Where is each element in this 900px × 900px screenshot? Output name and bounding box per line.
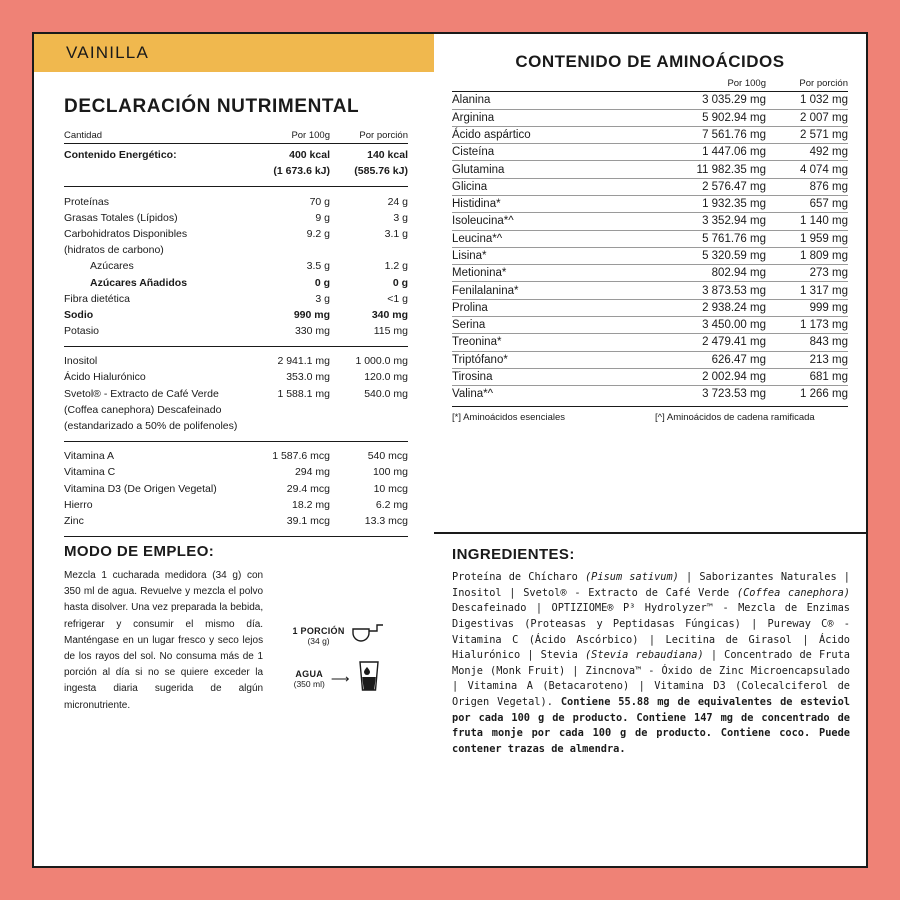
amino-name: Lisina* [452, 247, 656, 264]
usage-title: MODO DE EMPLEO: [64, 543, 215, 561]
nutrient-per100: 294 mg [294, 466, 330, 479]
amino-name: Leucina*^ [452, 230, 656, 247]
table-row [452, 230, 848, 247]
nutrient-per100: 39.1 mcg [286, 514, 330, 527]
amino-col-header-perserving: Por porción [799, 78, 848, 90]
table-row [64, 513, 408, 529]
amino-rows [452, 91, 848, 402]
amino-per100: 5 902.94 mg [656, 109, 766, 126]
amino-name: Fenilalanina* [452, 282, 656, 299]
amino-perserving: 1 317 mg [766, 282, 848, 299]
table-row [452, 351, 848, 368]
amino-perserving: 681 mg [766, 368, 848, 385]
usage-figure [269, 568, 408, 714]
amino-per100: 2 938.24 mg [656, 299, 766, 316]
nutrient-perserving: 6.2 mg [375, 498, 408, 511]
nutrient-perserving: 100 mg [372, 466, 408, 479]
flavor-band [34, 34, 434, 72]
nutrition-inner [34, 72, 434, 714]
amino-name: Glutamina [452, 161, 656, 178]
page-title: DECLARACIÓN NUTRIMENTAL [64, 96, 360, 117]
table-row [452, 178, 848, 195]
table-row [452, 213, 848, 230]
nutrient-label: Potasio [64, 325, 100, 338]
nutrient-label: Proteínas [64, 195, 109, 208]
table-row [452, 368, 848, 385]
amino-header-row [452, 76, 848, 91]
amino-per100: 11 982.35 mg [656, 161, 766, 178]
nutrient-label: Vitamina A [64, 450, 115, 463]
nutrient-per100: 1 588.1 mg [277, 387, 330, 400]
amino-per100: 3 450.00 mg [656, 316, 766, 333]
usage-text: Mezcla 1 cucharada medidora (34 g) con 350 ml de agua. Revuelve y mezcla el polvo hasta disolver. Una vez preparada la bebida, refrigerar y consumir el mismo día. Manténgase en un lugar fresco y seco lejos de los rayos del sol. No consuma más de 1 porción al día si no se quiere exceder la ingesta diaria sugerida de algún micronutriente. [64, 570, 264, 711]
nutrition-table [64, 128, 408, 179]
amino-perserving: 2 571 mg [766, 126, 848, 143]
ingredients-list: Proteína de Chícharo (Pisum sativum) | Saborizantes Naturales | Inositol | Svetol® - Extracto de Café Verde (Coffea canephora) Descafeinado | OPTIZIOME® P³ Hydrolyzer™ - Mezcla de Enzimas Digestivas (Proteasas y Peptidasas Fúngicas) | Pureway C® - Vitamina C (Ácido Ascórbico) | Lecitina de Girasol | Ácido Hialurónico | Stevia (Stevia rebaudiana) | Concentrado de Fruta Monje (Monk Fruit) | Zincnova™ - Óxido de Zinc Microencapsulado | Vitamina A (Betacaroteno) | Vitamina D3 (Colecalciferol de Origen Vegetal). [452, 571, 850, 709]
nutrient-perserving: 1 000.0 mg [355, 355, 408, 368]
table-row [64, 226, 408, 242]
amino-per100: 626.47 mg [656, 351, 766, 368]
table-row [452, 334, 848, 351]
table-row [452, 144, 848, 161]
nutrient-per100: 1 587.6 mcg [272, 450, 330, 463]
table-row [452, 126, 848, 143]
amino-per100: 1 932.35 mg [656, 195, 766, 212]
nutrient-per100: 3.5 g [306, 260, 330, 273]
vitamin-rows [64, 448, 408, 529]
amino-per100: 3 352.94 mg [656, 213, 766, 230]
supplement-rows [64, 353, 408, 434]
amino-perserving: 213 mg [766, 351, 848, 368]
table-row [452, 161, 848, 178]
table-row [452, 195, 848, 212]
table-row [452, 265, 848, 282]
col-header-amount: Cantidad [64, 130, 103, 142]
table-row [452, 109, 848, 126]
amino-name: Ácido aspártico [452, 126, 656, 143]
amino-per100: 802.94 mg [656, 265, 766, 282]
flavor-name: VAINILLA [66, 43, 149, 62]
nutrient-per100: 0 g [314, 276, 330, 289]
table-row [64, 353, 408, 369]
amino-name: Valina*^ [452, 386, 656, 403]
table-row [64, 480, 408, 496]
table-row [64, 242, 408, 258]
amino-perserving: 1 032 mg [766, 92, 848, 109]
col-header-perserving: Por porción [359, 130, 408, 142]
table-row [64, 193, 408, 209]
amino-name: Cisteína [452, 144, 656, 161]
nutrient-label: Vitamina C [64, 466, 116, 479]
ingredients-title: INGREDIENTES: [452, 546, 575, 563]
amino-perserving: 4 074 mg [766, 161, 848, 178]
nutrient-label: Zinc [64, 514, 84, 527]
nutrient-label: Carbohidratos Disponibles [64, 227, 188, 240]
ingredients-body [452, 570, 850, 758]
nutrient-label: Vitamina D3 (De Origen Vegetal) [64, 482, 217, 495]
nutrient-label: Ácido Hialurónico [64, 371, 146, 384]
nutrient-perserving: 3.1 g [384, 227, 408, 240]
table-row [64, 210, 408, 226]
amino-col-header-per100: Por 100g [727, 78, 766, 90]
table-note-row [64, 402, 408, 418]
nutrient-label: Inositol [64, 355, 98, 368]
amino-col-header-name [452, 76, 656, 91]
nutrient-label: Fibra dietética [64, 292, 130, 305]
table-row [452, 92, 848, 109]
glass-icon [355, 659, 383, 698]
energy-label: Contenido Energético: [64, 144, 252, 164]
nutrient-perserving: 540.0 mg [364, 387, 408, 400]
nutrient-perserving: 540 mcg [367, 450, 408, 463]
nutrient-per100: 70 g [309, 195, 330, 208]
table-header-row [64, 128, 408, 144]
nutrient-perserving: 10 mcg [373, 482, 408, 495]
amino-per100: 7 561.76 mg [656, 126, 766, 143]
table-row [64, 258, 408, 274]
nutrient-per100: 330 mg [294, 325, 330, 338]
amino-perserving: 876 mg [766, 178, 848, 195]
amino-per100: 2 002.94 mg [656, 368, 766, 385]
nutrient-label: Svetol® - Extracto de Café Verde [64, 387, 219, 400]
amino-name: Tirosina [452, 368, 656, 385]
amino-per100: 3 723.53 mg [656, 386, 766, 403]
amino-section [434, 34, 866, 534]
amino-perserving: 657 mg [766, 195, 848, 212]
amino-perserving: 1 959 mg [766, 230, 848, 247]
label-panel [32, 32, 868, 868]
table-row [452, 247, 848, 264]
divider [64, 346, 408, 347]
energy-per100: 400 kcal [252, 144, 330, 164]
nutrition-rows [64, 193, 408, 339]
table-row [64, 323, 408, 339]
nutrient-per100: 990 mg [293, 308, 330, 321]
nutrient-label: Sodio [64, 308, 94, 321]
amino-perserving: 1 266 mg [766, 386, 848, 403]
amino-per100: 3 873.53 mg [656, 282, 766, 299]
nutrient-perserving: 115 mg [373, 325, 408, 338]
table-row [452, 316, 848, 333]
energy-perserving: 140 kcal [330, 144, 408, 164]
energy-perserving-kj: (585.76 kJ) [354, 165, 408, 178]
amino-perserving: 1 173 mg [766, 316, 848, 333]
table-row [64, 448, 408, 464]
nutrient-per100: 2 941.1 mg [277, 355, 330, 368]
nutrition-column [34, 34, 434, 866]
nutrient-label: Azúcares [90, 260, 134, 273]
divider [64, 186, 408, 187]
amino-name: Triptófano* [452, 351, 656, 368]
water-sub: (350 ml) [293, 678, 325, 689]
energy-per100-kj: (1 673.6 kJ) [273, 165, 330, 178]
amino-name: Histidina* [452, 195, 656, 212]
amino-name: Arginina [452, 109, 656, 126]
table-row [64, 307, 408, 323]
nutrient-label: Azúcares Añadidos [90, 276, 188, 289]
legend-bcaa: [^] Aminoácidos de cadena ramificada [655, 412, 815, 424]
nutrient-perserving: 340 mg [371, 308, 408, 321]
nutrient-per100: 3 g [315, 292, 330, 305]
table-note-row [64, 418, 408, 434]
nutrient-per100: 353.0 mg [286, 371, 330, 384]
table-row [452, 299, 848, 316]
table-row [64, 163, 408, 179]
scoop-icon [351, 620, 385, 651]
amino-per100: 5 320.59 mg [656, 247, 766, 264]
nutrient-perserving [330, 242, 408, 258]
amino-perserving: 492 mg [766, 144, 848, 161]
amino-per100: 2 576.47 mg [656, 178, 766, 195]
table-row [64, 464, 408, 480]
amino-column [434, 34, 866, 866]
amino-per100: 5 761.76 mg [656, 230, 766, 247]
amino-name: Alanina [452, 92, 656, 109]
amino-name: Glicina [452, 178, 656, 195]
ingredients-warning: Contiene 55.88 mg de equivalentes de esteviol por cada 100 g de producto. Contiene 147 mg de concentrado de fruta monje por cada 100 g de producto. Contiene coco. Puede contener trazas de almendra. [452, 696, 851, 756]
divider [64, 441, 408, 442]
nutrient-perserving: 3 g [393, 211, 408, 224]
nutrient-perserving: 13.3 mcg [364, 514, 408, 527]
amino-perserving: 273 mg [766, 265, 848, 282]
nutrient-note: (Coffea canephora) Descafeinado [64, 403, 222, 416]
nutrient-per100: 9.2 g [306, 227, 330, 240]
table-row [64, 274, 408, 290]
amino-table [452, 76, 848, 91]
nutrient-per100: 18.2 mg [292, 498, 330, 511]
amino-legend [452, 406, 848, 423]
amino-per100: 3 035.29 mg [656, 92, 766, 109]
amino-name: Isoleucina*^ [452, 213, 656, 230]
amino-name: Serina [452, 316, 656, 333]
amino-name: Metionina* [452, 265, 656, 282]
amino-perserving: 1 140 mg [766, 213, 848, 230]
nutrient-per100: 29.4 mcg [286, 482, 330, 495]
nutrient-perserving: 0 g [392, 276, 408, 289]
water-label: AGUA [295, 668, 324, 679]
nutrient-per100: 9 g [315, 211, 330, 224]
amino-name: Treonina* [452, 334, 656, 351]
nutrient-perserving: <1 g [387, 292, 408, 305]
nutrient-perserving: 24 g [387, 195, 408, 208]
amino-per100: 1 447.06 mg [656, 144, 766, 161]
amino-name: Prolina [452, 299, 656, 316]
nutrient-label: Grasas Totales (Lípidos) [64, 211, 178, 224]
amino-perserving: 843 mg [766, 334, 848, 351]
table-row [64, 497, 408, 513]
nutrient-label: Hierro [64, 498, 93, 511]
col-header-per100: Por 100g [291, 130, 330, 142]
table-row [64, 369, 408, 385]
divider [64, 536, 408, 537]
nutrient-label: (hidratos de carbono) [64, 244, 164, 257]
table-row [64, 291, 408, 307]
nutrient-perserving: 120.0 mg [364, 371, 408, 384]
nutrient-note: (estandarizado a 50% de polifenoles) [64, 420, 238, 432]
portion-sub: (34 g) [307, 635, 330, 646]
amino-perserving: 2 007 mg [766, 109, 848, 126]
amino-perserving: 999 mg [766, 299, 848, 316]
nutrient-perserving: 1.2 g [384, 260, 408, 273]
legend-essential: [*] Aminoácidos esenciales [452, 412, 566, 424]
amino-perserving: 1 809 mg [766, 247, 848, 264]
nutrient-per100 [252, 242, 330, 258]
table-row [452, 386, 848, 403]
amino-per100: 2 479.41 mg [656, 334, 766, 351]
amino-title: CONTENIDO DE AMINOÁCIDOS [515, 52, 785, 71]
portion-label: 1 PORCIÓN [292, 625, 345, 636]
ingredients-section [434, 534, 866, 768]
arrow-right-icon: ⟶ [330, 670, 350, 686]
table-row [64, 386, 408, 402]
table-row [452, 282, 848, 299]
table-row [64, 144, 408, 164]
